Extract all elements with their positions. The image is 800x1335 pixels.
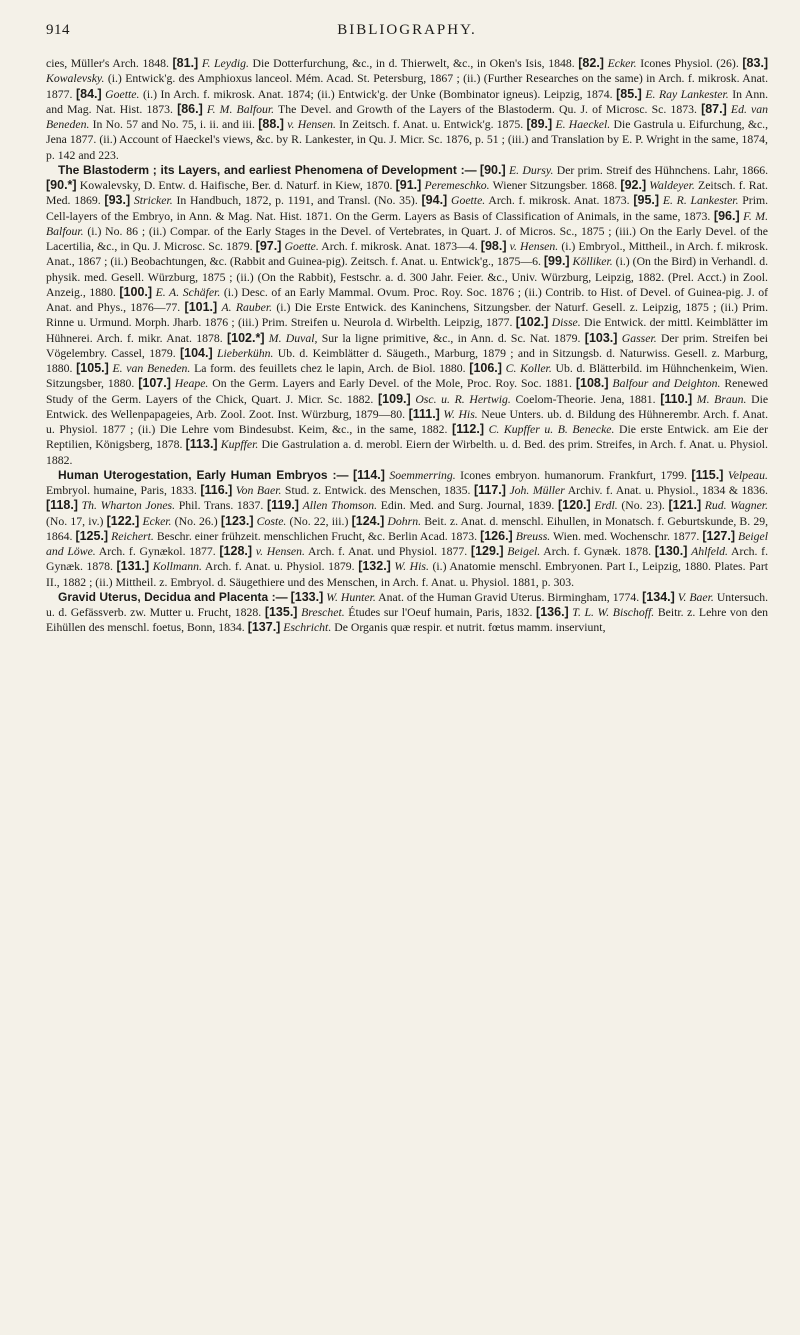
entry-number: [106.] — [469, 361, 502, 375]
entry-number: [135.] — [264, 605, 298, 619]
entry-number: [124.] — [351, 513, 385, 528]
entry-author: Kollmann. — [152, 560, 202, 574]
entry-text: Arch. f. Gynæk. 1878. — [46, 545, 768, 574]
entry-text: In No. 57 and No. 75, i. ii. and iii. — [92, 118, 255, 131]
entry-number: [102.] — [515, 315, 549, 330]
entry-text: Renewed Study of the Germ. Layers of the Chick, Quart. J. Micr. Sc. 1882. — [46, 377, 768, 406]
entry-number: [117.] — [473, 483, 506, 497]
entry-author: Soemmerring. — [389, 468, 456, 482]
entry-number: [110.] — [660, 391, 693, 406]
entry-author: Balfour and Deighton. — [612, 377, 721, 391]
entry-number: [104.] — [179, 345, 213, 360]
entry-text: Die Entwick. des Wellenpapageies, Arb. Zool. Zoot. Inst. Würzburg, 1879—80. — [46, 392, 768, 421]
entry-text: Ub. d. Blätterbild. im Hühnchenkeim, Wien. Sitzungsber, 1880. — [46, 362, 768, 391]
entry-author: Beigel. — [507, 545, 541, 558]
entry-author: A. Rauber. — [221, 301, 273, 314]
entry-text: Sur la ligne primitive, &c., in Ann. d. Sc. Nat. 1879. — [321, 331, 581, 345]
entry-author: Ahlfeld. — [691, 545, 728, 558]
entry-number: [133.] — [290, 589, 324, 604]
bibliography-entry — [378, 393, 656, 406]
entry-author: W. His. — [394, 560, 429, 574]
entry-author: Allen Thomson. — [302, 499, 378, 513]
entry-number: [121.] — [668, 498, 702, 513]
entry-text: Coelom-Theorie. Jena, 1881. — [515, 392, 656, 406]
entry-author: Joh. Müller — [509, 484, 565, 497]
bibliography-entry — [227, 332, 581, 345]
entry-number: [96.] — [713, 208, 740, 223]
entry-author: Reichert. — [111, 529, 154, 543]
entry-text: Anat. of the Human Gravid Uterus. Birmingham, 1774. — [378, 590, 640, 604]
entry-number: [103.] — [584, 330, 618, 345]
entry-number: [81.] — [172, 56, 199, 70]
entry-number: [94.] — [421, 193, 448, 208]
entry-text: Arch. f. Anat. und Physiol. 1877. — [307, 545, 468, 558]
bibliography-section — [46, 468, 768, 590]
entry-text: On the Germ. Layers and Early Devel. of the Mole, Proc. Roy. Soc. 1881. — [212, 377, 572, 391]
entry-author: Erdl. — [594, 499, 618, 513]
entry-author: E. Haeckel. — [555, 118, 611, 131]
entry-author: Peremeschko. — [424, 179, 490, 192]
entry-number: [131.] — [116, 559, 150, 574]
entry-author: V. Baer. — [677, 590, 714, 604]
section-heading: Gravid Uterus, Decidua and Placenta :— — [58, 589, 288, 604]
entry-text: (No. 26.) — [174, 514, 218, 528]
entry-author: Kupffer. — [220, 438, 259, 452]
entry-text: (No. 23). — [621, 499, 665, 513]
entry-text: De Organis quæ respir. et nutrit. fœtus mamm. inserviunt, — [334, 621, 606, 635]
section-heading: Human Uterogestation, Early Human Embryos :— — [58, 467, 349, 482]
entry-number: [123.] — [220, 513, 254, 528]
entry-author: C. Koller. — [505, 362, 552, 375]
entry-number: [120.] — [558, 498, 591, 513]
entry-number: [85.] — [616, 86, 642, 101]
entry-number: [98.] — [480, 239, 507, 253]
bibliography-entry — [219, 545, 467, 558]
entry-author: T. L. W. Bischoff. — [572, 606, 655, 619]
bibliography-entry — [138, 377, 572, 390]
entry-text: Phil. Trans. 1837. — [178, 499, 264, 513]
entry-author: Breuss. — [515, 529, 551, 543]
bibliography-entry — [353, 469, 687, 482]
entry-number: [109.] — [378, 391, 411, 406]
entry-author: Velpeau. — [727, 468, 768, 482]
entry-author: M. Braun. — [696, 392, 747, 406]
entry-author: Heape. — [174, 377, 209, 391]
entry-number: [119.] — [267, 498, 299, 513]
entry-text: Untersuch. u. d. Gefässverb. zw. Mutter u. Frucht, 1828. — [46, 590, 768, 619]
entry-number: [100.] — [119, 284, 153, 299]
entry-text: Kowalevsky, D. Entw. d. Haifische, Ber. d. Naturf. in Kiew, 1870. — [79, 179, 393, 192]
entry-author: E. A. Schäfer. — [155, 285, 221, 299]
page-number: 914 — [46, 22, 70, 38]
entry-number: [137.] — [247, 620, 281, 635]
entry-text: (No. 22, iii.) — [289, 514, 349, 528]
entry-author: E. R. Lankester. — [662, 194, 739, 208]
entry-text: Arch. f. Gynækol. 1877. — [98, 545, 216, 558]
entry-author: Coste. — [256, 514, 287, 528]
entry-author: Disse. — [551, 316, 581, 330]
bibliography-entry — [46, 499, 263, 512]
entry-number: [108.] — [575, 376, 609, 391]
bibliography-entry — [258, 118, 523, 131]
entry-author: Kowalevsky. — [46, 72, 105, 86]
entry-author: E. Ray Lankester. — [645, 87, 729, 101]
bibliography-body — [46, 56, 768, 1329]
entry-number: [115.] — [691, 467, 724, 482]
entry-text: Wien. med. Wochenschr. 1877. — [553, 529, 700, 543]
entry-number: [105.] — [76, 361, 109, 375]
entry-author: v. Hensen. — [287, 118, 336, 131]
entry-text: Die Dotterfurchung, &c., in d. Thierwelt, &c., in Oken's Isis, 1848. — [252, 57, 575, 70]
entry-number: [86.] — [177, 101, 203, 116]
entry-text: In Handbuch, 1872, p. 1191, and Transl. (No. 35). — [176, 194, 418, 208]
bibliography-entry — [76, 88, 613, 101]
entry-text: (i.) (On the Bird) in Verhandl. d. physik. med. Gesell. Würzburg, 1875 ; (ii.) (On the Rabbit), Festschr. a. d. 300 Jahr. Feier. &c., Univ. Würzburg, Leipzig, 1882. (Prel. Acct.) in Zool. Anzeig., 1880. — [46, 255, 768, 299]
bibliography-entry — [107, 515, 218, 528]
entry-author: Gasser. — [621, 331, 657, 345]
entry-author: Goette. — [284, 240, 319, 253]
bibliography-entry — [471, 545, 651, 558]
bibliography-entry — [474, 484, 768, 497]
bibliography-entry — [116, 560, 354, 573]
running-head-title: BIBLIOGRAPHY. — [337, 22, 477, 38]
entry-number: [89.] — [526, 117, 553, 131]
entry-author: W. Hunter. — [326, 590, 376, 604]
entry-text: Wiener Sitzungsber. 1868. — [492, 179, 618, 192]
entry-text: Prim. Cell-layers of the Embryo, in Ann. & Mag. Nat. Hist. 1871. On the Germ. Layers as Basis of Classification of Animals, in the same, 1873. — [46, 194, 768, 223]
entry-text: Die erste Entwick. am Eie der Reptilien, Königsberg, 1878. — [46, 423, 768, 452]
continued-text: cies, Müller's Arch. 1848. — [46, 57, 169, 70]
bibliography-entry — [76, 362, 465, 375]
bibliography-entry — [46, 179, 392, 192]
entry-author: Breschet. — [301, 606, 345, 619]
entry-number: [116.] — [200, 483, 233, 497]
entry-text: Beitr. z. Lehre von den Eihüllen des menschl. foetus, Bonn, 1834. — [46, 606, 768, 635]
entry-text: Die Gastrula u. Eifurchung, &c., Jena 1877. (ii.) Account of Haeckel's views, &c. by R. Lankester, in Qu. J. Micr. Sc. 1876, p. 51 ; (iii.) and Translation by E. P. Wright in the same, 1874, p. 142 and 223. — [46, 118, 768, 162]
bibliography-entry — [221, 515, 349, 528]
entry-number: [125.] — [75, 528, 109, 543]
bibliography-section — [46, 590, 768, 636]
entry-text: Edin. Med. and Surg. Journal, 1839. — [380, 499, 555, 513]
bibliography-entry — [480, 164, 768, 177]
bibliography-entry — [177, 103, 697, 116]
entry-number: [91.] — [395, 178, 422, 192]
entry-text: Archiv. f. Anat. u. Physiol., 1834 & 1836. — [567, 484, 768, 497]
entry-author: Lieberkühn. — [216, 346, 274, 360]
bibliography-entry — [200, 484, 470, 497]
entry-text: (i.) In Arch. f. mikrosk. Anat. 1874; (ii.) Entwick'g. der Unke (Bombinator igneus). Leipzig, 1874. — [142, 87, 613, 101]
entry-text: Zeitsch. f. Rat. Med. 1869. — [46, 179, 768, 208]
entry-number: [82.] — [578, 56, 604, 70]
entry-text: (i.) Anatomie menschl. Embryonen. Part I., Leipzig, 1880. Plates. Part II., 1882 ; (ii.) Mittheil. z. Embryol. d. Säugethiere und des Menschen, in Arch. f. Anat. u. Physiol. 1881, p. 303. — [46, 560, 768, 589]
entry-author: Von Baer. — [235, 484, 282, 497]
entry-author: Beigel and Löwe. — [46, 529, 768, 558]
entry-text: Études sur l'Oeuf humain, Paris, 1832. — [348, 606, 533, 619]
bibliography-entry — [248, 621, 606, 634]
entry-text: Arch. f. mikrosk. Anat. 1873—4. — [321, 240, 478, 253]
entry-author: Goette. — [450, 194, 486, 208]
entry-text: In Ann. and Mag. Nat. Hist. 1873. — [46, 87, 768, 116]
entry-number: [122.] — [106, 513, 140, 528]
entry-text: Arch. f. Gynæk. 1878. — [543, 545, 652, 558]
entry-author: F. M. Balfour. — [46, 209, 768, 238]
entry-text: (i.) Entwick'g. des Amphioxus lanceol. Mém. Acad. St. Petersburg, 1867 ; (ii.) (Further Researches on the same) in Arch. f. mikrosk. Anat. 1877. — [46, 72, 768, 101]
entry-number: [114.] — [352, 467, 385, 482]
entry-author: E. Dursy. — [508, 163, 554, 177]
entry-text: (i.) Die Erste Entwick. des Kaninchens, Sitzungsber. der Naturf. Gesell. z. Leipzig, 1875 ; (ii.) Prim. Rinne u. Urmund. Morph. Jharb. 1876 ; (iii.) Prim. Streifen u. Neurola d. Wirbelth. Leipzig, 1877. — [46, 301, 768, 330]
bibliography-entry — [422, 194, 630, 207]
entry-text: Der prim. Streif des Hühnchens. Lahr, 1866. — [556, 163, 768, 177]
bibliography-entry — [173, 57, 575, 70]
entry-number: [130.] — [654, 544, 688, 558]
bibliography-entry — [558, 499, 665, 512]
entry-text: Icones Physiol. (26). — [640, 57, 739, 70]
entry-text: The Devel. and Growth of the Layers of the Blastoderm. Qu. J. of Microsc. Sc. 1873. — [278, 102, 697, 116]
entry-author: Ed. van Beneden. — [46, 102, 768, 131]
entry-author: Th. Wharton Jones. — [81, 499, 176, 513]
entry-author: Waldeyer. — [649, 179, 695, 192]
entry-number: [90.*] — [46, 178, 77, 192]
entry-text: Arch. f. mikrosk. Anat. 1873. — [488, 194, 630, 208]
entry-author: W. His. — [443, 407, 478, 421]
entry-author: Goette. — [105, 87, 140, 101]
entry-author: v. Hensen. — [509, 240, 559, 253]
entry-text: Ub. d. Keimblätter d. Säugeth., Marburg, 1879 ; and in Sitzungsb. d. Naturwiss. Gesell. z. Marburg, 1880. — [46, 346, 768, 375]
entry-number: [127.] — [702, 528, 736, 543]
bibliography-entry — [267, 499, 554, 512]
entry-number: [97.] — [255, 239, 282, 253]
entry-number: [87.] — [701, 101, 727, 116]
entry-author: E. van Beneden. — [112, 362, 191, 375]
entry-text: Beschr. einer frühzeit. menschlichen Frucht, &c. Berlin Acad. 1873. — [156, 529, 478, 543]
entry-author: Ecker. — [142, 514, 172, 528]
entry-text: (No. 17, iv.) — [46, 514, 104, 528]
entry-text: (i.) Desc. of an Early Mammal. Ovum. Proc. Roy. Soc. 1876 ; (ii.) Contrib. to Hist. of Devel. of Guinea-pig. J. of Anat. and Phys., 1876—77. — [46, 285, 768, 314]
entry-number: [113.] — [185, 437, 218, 452]
entry-number: [107.] — [138, 376, 171, 391]
entry-author: v. Hensen. — [255, 545, 305, 558]
entry-text: (i.) No. 86 ; (ii.) Compar. of the Early Stages in the Devel. of Vertebrates, in Quart. J. of Micros. Sc., 1875 ; (iii.) On the Early Devel. of the Lacertilia, &c., in Qu. J. Microsc. Sc. 1879. — [46, 224, 768, 253]
entry-text: (i.) Embryol., Mittheil., in Arch. f. mikrosk. Anat., 1867 ; (ii.) Beobachtungen, &c. (Rabbit and Guinea-pig). Zeitsch. f. Anat. u. Entwick'g., 1875—6. — [46, 240, 768, 269]
bibliography-entry — [75, 530, 477, 543]
bibliography-entry — [396, 179, 618, 192]
entry-number: [84.] — [75, 86, 102, 101]
bibliography-entry — [256, 240, 478, 253]
entry-text: Arch. f. Anat. u. Physiol. 1879. — [204, 560, 355, 574]
entry-number: [99.] — [543, 254, 570, 269]
entry-number: [88.] — [258, 117, 284, 131]
entry-author: F. Leydig. — [201, 57, 249, 70]
entry-text: Die Gastrulation a. d. merobl. Eiern der Wirbelth. u. d. Bed. des prim. Streifes, in Arch. f. Anat. u. Physiol. 1882. — [46, 438, 768, 467]
entry-text: La form. des feuillets chez le lapin, Arch. de Biol. 1880. — [194, 362, 466, 375]
entry-text: Embryol. humaine, Paris, 1833. — [46, 484, 197, 497]
bibliography-entry — [104, 194, 417, 207]
entry-text: Beit. z. Anat. d. menschl. Eihullen, in Monatsch. f. Geburtskunde, B. 29, 1864. — [46, 514, 768, 543]
entry-text: Stud. z. Entwick. des Menschen, 1835. — [284, 484, 471, 497]
entry-number: [118.] — [46, 498, 78, 513]
entry-text: Icones embryon. humanorum. Frankfurt, 1799. — [460, 468, 687, 482]
entry-author: Ecker. — [607, 57, 637, 70]
entry-author: M. Duval, — [268, 331, 318, 345]
entry-number: [132.] — [358, 559, 391, 574]
bibliography-entry — [291, 591, 640, 604]
entry-text: Der prim. Streifen bei Vögelembry. Cassel, 1879. — [46, 331, 768, 360]
entry-author: C. Kupffer u. B. Benecke. — [488, 423, 615, 436]
entry-author: Rud. Wagner. — [704, 499, 768, 513]
entry-number: [136.] — [536, 605, 569, 619]
bibliography-entry — [480, 530, 699, 543]
entry-number: [102.*] — [226, 330, 265, 345]
entry-number: [95.] — [633, 193, 660, 208]
section-heading: The Blastoderm ; its Layers, and earliest Phenomena of Development :— — [58, 162, 477, 177]
entry-text: Neue Unters. ub. d. Bildung des Hühnerembr. Arch. f. Anat. u. Physiol. 1877 ; (ii.) Die Lehre vom Bindesubst. Keim, &c., in the same, 1882. — [46, 407, 768, 436]
entry-number: [83.] — [742, 56, 768, 70]
bibliography-entry — [578, 57, 739, 70]
entry-author: Osc. u. R. Hertwig. — [415, 392, 511, 406]
entry-number: [112.] — [452, 422, 484, 436]
entry-author: F. M. Balfour. — [206, 102, 275, 116]
entry-number: [111.] — [408, 406, 440, 421]
bibliography-section — [46, 56, 768, 163]
entry-author: Kölliker. — [572, 255, 613, 269]
entry-author: Eschricht. — [283, 621, 332, 635]
entry-text: Die Entwick. der mittl. Keimblätter im Hühnerei. Arch. f. mikr. Anat. 1878. — [46, 316, 768, 345]
entry-number: [129.] — [470, 544, 504, 558]
entry-number: [93.] — [104, 193, 131, 208]
entry-number: [126.] — [480, 528, 513, 543]
bibliography-entry — [265, 606, 533, 619]
bibliography-section — [46, 163, 768, 468]
entry-author: Stricker. — [133, 194, 173, 208]
running-header — [46, 20, 768, 44]
entry-number: [101.] — [184, 300, 218, 314]
entry-number: [90.] — [479, 162, 506, 177]
entry-author: Dohrn. — [387, 514, 422, 528]
entry-text: In Zeitsch. f. Anat. u. Entwick'g. 1875. — [339, 118, 524, 131]
entry-number: [134.] — [642, 589, 675, 604]
entry-number: [128.] — [219, 544, 253, 558]
entry-number: [92.] — [620, 178, 647, 192]
